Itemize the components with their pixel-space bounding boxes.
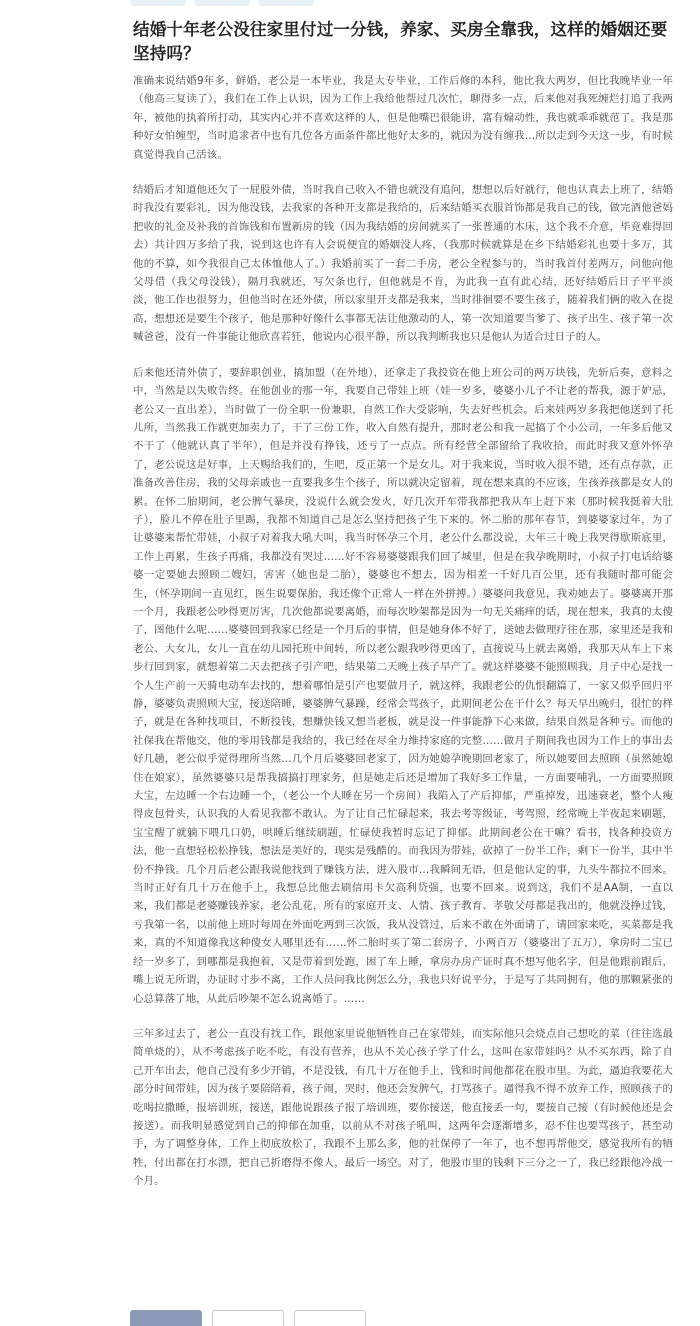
bottom-action-bar [130,1310,366,1326]
article-title: 结婚十年老公没往家里付过一分钱，养家、买房全靠我，这样的婚姻还要坚持吗？ [133,20,668,63]
article-paragraph: 后来他还清外债了，要辞职创业，搞加盟（在外地），还拿走了我投资在他上班公司的两万块钱，先斩后奏，意料之中，当然是以失败告终。在他创业的那一年，我要自己带娃上班（娃一岁多，婆婆小儿子不让老的帮我，源于妒忌，老公又一直出差），当时做了一份全职一份兼职，自然工作大受影响，失去好些机会。后来娃两岁多我把他送到了托儿所，当然我工作就更加卖力了，干了三份工作，收入自然有提升，那时老公和我一起搞了个小公司，一年多后他又不干了（他就认真了半年），但是并没有挣钱，还亏了一点点。所有经营全部留给了我收拾，而此时我又意外怀孕了，老公说这是好事，上天赐给我们的，生吧，反正第一个是女儿。对于我来说，当时收入很不错，还有点存款，正准备改善住房，我的父母亲戚也一直要我多生个孩子，所以就决定留着，现在想来真的不应该，生孩养孩都是女人的累。在怀二胎期间，老公脾气暴戾，没说什么就会发火，好几次开车带我都把我从车上赶下来（那时候我挺着大肚子），脸儿不停在肚子里踢，我都不知道自己是怎么坚持把孩子生下来的。怀二胎的那年春节，到婆婆家过年，为了让婆婆来帮忙带娃，小叔子对着我大吼大叫，我当时怀孕三个月，老公什么都没说，大年三十晚上我哭得歇斯底里，工作上再累，生孩子再痛，我都没有哭过……好不容易婆婆跟我们回了城里，但是在我孕晚期时，小叔子打电话给婆婆一定要她去照顾二嫂妇，害害（她也是二胎），婆婆也不想去，因为相差一千好几百公里，还有我随时都可能会生，（怀孕期间一直见红，医生说要保胎，我还像个正常人一样在外拼搏。）婆婆问我意见，我劝她去了。婆婆离开那一个月，我跟老公吵得更厉害，几次他都说要离婚，而每次吵架都是因为一句无关痛痒的话，现在想来，我真的太傻了，图他什么呢……婆婆回到我家已经是一个月后的事情，但是她身体不好了，送她去做理疗往在那，家里还是我和老公、大女儿，女儿一直在幼儿园托班中间转，所以老公跟我吵得更凶了，直接说马上就去离婚，我那天从车上下来步行回到家，就想着第二天去把孩子引产吧，结果第二天晚上孩子早产了。就这样婆婆不能照顾我，月子中心是找一个人生产前一天骑电动车去找的，想着哪怕是引产也要做月子，就这样，我跟老公的仇恨翻篇了，一家又似乎回归平静，婆婆负责照顾大宝，接送陪睡，婆婆脾气暴躁，经常会骂孩子，此期间老公在干什么？每天早出晚归，很忙的样子，就是在各种找项目，不断投钱，想赚快钱又想当老板，就是没一件事能静下心来做，结果自然是各种亏。而他的社保我在帮他交，他的零用钱都是我给的，我已经在尽全力维持家庭的完整……做月子期间我也因为工作上的事出去好几趟，老公似乎觉得理所当然…几个月后婆婆回老家了，因为她媳孕晚期回老家了，所以她要回去照顾（虽然她媳住在娘家），虽然婆婆只是帮我搞搞打理家务，但是她走后还是增加了我好多工作量，一方面要哺乳，一方面要照顾大宝，左边睡一个右边睡一个，（老公一个人睡在另一个房间）我陷入了产后抑郁，严重掉发，迅速衰老，整个人瘦得皮包骨头，认识我的人看见我都不敢认。为了让自己忙碌起来，我去考等级证，考驾照，经常晚上半夜起来刷题，宝宝醒了就躺下喂几口奶，哄睡后继续刷题，忙碌使我暂时忘记了抑郁。此期间老公在干嘛？看书，找各种投资方法，他一直想轻松松挣钱，想法是美好的，现实是残酷的。而我因为带娃，砍掉了一份半工作，剩下一份半，其中半份不挣钱。几个月后老公跟我说他找到了赚钱方法，进入股市…我瞬间无语，但是他认定的事，九头牛都拉不回来。当时正好有几十万在他手上，我想总比他去刷信用卡欠高利贷强，也要不回来。说到这，我们不是AA制，一直以来，我们都是老婆赚钱养家，老公乱花，所有的家庭开支、人情、孩子教育、孝敬父母都是我出的，他就没挣过钱，亏我第一名，以前他上班时每周在外面吃两到三次饭，我从没管过，后来不敢在外面请了，请回家来吃，买菜都是我来，真的不知道像我这种傻女人哪里还有……怀二胎时买了第二套房子，小两百万（婆婆出了五万），拿房时二宝已经一岁多了，到哪都是我抱着，又是带着到处跑，困了车上睡，拿房办房产证时真不想写他名字，但是他跟前跟后，嘴上说无所谓，办证时寸步不离，工作人员问我比例怎么分，我也只好说平分，于是写了共同拥有，他的那颗紧张的心总算落了地，从此后吵架不怎么说离婚了。…… [133,366,673,1005]
tertiary-action-button[interactable] [294,1310,366,1326]
article-paragraph: 三年多过去了，老公一直没有找工作，跟他家里说他牺牲自己在家带娃，而实际他只会烧点自己想吃的菜（往往选最简单烧的），从不考虑孩子吃不吃，有没有营养，也从不关心孩子学了什么，这叫在家带娃吗？从不买东西，除了自己开车出去，他自己没有多少开销，不是没钱，有几十万在他手上，钱和时间他都花在股市里。为此，逼迫我要花大部分时间带娃，因为孩子要陪陪着，孩子闹，哭时，他还会发脾气，打骂孩子。逼得我不得不放弃工作，照顾孩子的吃喝拉撒睡，报培训班，接送，跟他说跟孩子报了培训班，要你接送，他直接丢一句，要接自己接（有时候他还是会接送）。而我明显感觉到自己的抑郁在加重，以前从不对孩子吼叫，这两年会逐渐增多，忍不住也要骂孩子，甚至动手，为了调整身体，工作上彻底放松了，我跟不上那么多，他的社保停了一年了，也不想再帮他交，感觉我所有的牺牲，付出都在打水漂，把自己折磨得不像人，最后一场空。对了，他股市里的钱剩下三分之一了，我已经跟他冷战一个月。 [133,1027,673,1188]
tag-bar [130,0,314,6]
tag-chip[interactable] [258,0,314,6]
article [133,18,673,1191]
article-paragraph: 结婚后才知道他还欠了一屁股外债，当时我自己收入不错也就没有追问，想想以后好就行，他也认真去上班了，结婚时我没有要彩礼，因为他没钱，去我家的各种开支都是我给的，后来结婚买衣服首饰都是我自己的钱，做完酒他爸妈把收的礼金及补我的首饰钱和布置新房的钱（因为我结婚的房间就买了一张普通的木床，这个我不介意，毕竟难得回去）共计四万多给了我，说到这也许有人会说便宜的婚姻没人疼，（我那时候就算是在乡下结婚彩礼也要十多万，其他的不算，如今我很自己太体恤他人了。）我婚前买了一套二手房，老公全程参与的，当时我首付差两万，问他向他父母借（我父母没钱），隔月我就还，写欠条也行，但他就是不肯，为此我一直有此心结，还好结婚后日子平平淡淡，他工作也很努力，但他当时在还外债，所以家里开支都是我来，当时徘徊要不要生孩子，随着我们俩的收入在提高，想想还是要生个孩子，他是那种好像什么事都无法让他激动的人，第一次知道要当爹了、孩子出生、孩子第一次喊爸爸，没有一件事能让他欣喜若狂，他说内心很平静，所以我判断我也只是他认为适合过日子的人。 [133,184,673,344]
secondary-action-button[interactable] [212,1310,284,1326]
article-paragraph: 准确来说结婚9年多，鲜婚，老公是一本毕业，我是大专毕业，工作后修的本科，他比我大两岁，但比我晚毕业一年（他高三复读了），我们在工作上认识，因为工作上我给他帮过几次忙，聊得多一点，后来他对我死缠烂打追了我两年，被他的执着所打动，其实内心并不喜欢这样的人，但是他嘴巴很能讲，富有煽动性，我也就乖乖就范了。我是那种好女怕缠型，当时追求者中也有几位各方面条件都比他好太多的，就因为没有缠我…所以走到今天这一步，有时候真觉得我自己活该。 [133,75,673,161]
tag-chip[interactable] [130,0,186,6]
tag-chip[interactable] [194,0,250,6]
primary-action-button[interactable] [130,1310,202,1326]
